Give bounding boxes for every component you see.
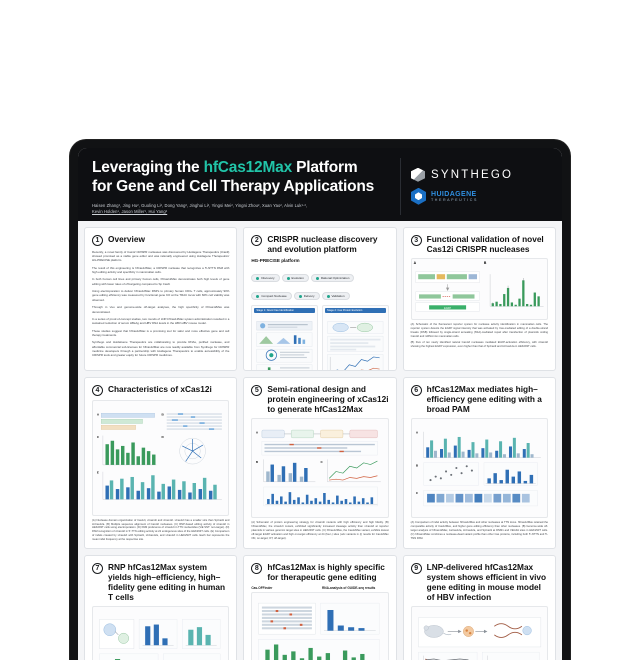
- ssa-reporter-schematic-icon: [414, 265, 481, 317]
- design-caption: (A) Schematic of protein engineering strategy for xCas12i mutants with high efficiency and high fidelity. (B) hfCas12Max, the xCas12i mutant, exhibited significantly increased cleavage activity than xCas12i at reporter plasmids in various genomic target sites in HEK293T cells. (C) hfCas12Max, the Cas12Max variant, exhibits lowest off-target EGFP activation and high on-target efficiency at 24 (four-) sites (uAc variants in (i) results for Cas12Max ON, on-target; OT, off-target).: [251, 521, 388, 541]
- section-card-lnp-invivo: [403, 555, 556, 660]
- section-title: hfCas12Max mediates high–efficiency gene editing with a broad PAM: [427, 384, 548, 414]
- design-figure: [251, 418, 388, 518]
- svg-text:A: A: [256, 430, 259, 434]
- section-header: [411, 234, 548, 254]
- protein-engineering-panels-icon: [255, 422, 384, 514]
- section-card-semirational-design: [243, 377, 396, 549]
- section-card-broad-pam: [403, 377, 556, 549]
- svg-text:EGFP: EGFP: [444, 307, 451, 310]
- section-number: 8: [251, 563, 262, 574]
- svg-text:C: C: [321, 460, 324, 464]
- overview-para-2: The result of this engineering is hfCas12Max, a CRISPR nuclease that recognizes a 5'-NTTN PAM with high editing activity and specificity in mammalian cells.: [92, 266, 229, 275]
- section-number: 9: [411, 563, 422, 574]
- platform-pill-row: [251, 266, 388, 302]
- device-frame: [70, 140, 570, 660]
- section-title: RNP hfCas12Max system yields high–efficiency, high–fidelity gene editing in human T cells: [108, 562, 229, 602]
- validation-figure: [411, 258, 548, 320]
- xcas12i-panels-icon: [96, 404, 225, 512]
- section-title: LNP-delivered hfCas12Max system shows efficient in vivo gene editing in mouse model of HBV infection: [427, 562, 548, 602]
- section-header: [411, 562, 548, 602]
- poster-page: [78, 148, 562, 660]
- section-title: CRISPR nuclease discovery and evolution platform: [267, 234, 388, 254]
- title-block: [92, 158, 400, 215]
- panel-b-label: B: [484, 261, 545, 265]
- svg-text:A: A: [416, 430, 419, 434]
- stage1-title: Stage 1: Novel Cas Identification: [254, 308, 315, 313]
- section-header: [92, 562, 229, 602]
- section-title: hfCas12Max is highly specific for therapeutic gene editing: [267, 562, 388, 582]
- svg-text:B: B: [256, 460, 259, 464]
- pill-rational-optimization: Rational Optimization: [311, 274, 355, 282]
- section-header: [92, 384, 229, 396]
- panel-a-label: A: [414, 261, 481, 265]
- svg-text:E: E: [97, 470, 99, 474]
- svg-text:B: B: [162, 412, 165, 416]
- stage2-title: Stage 2: Cas Protein Evolution: [325, 308, 386, 313]
- stage1-diagram-icon: [254, 313, 315, 371]
- stage1-panel: [251, 305, 318, 371]
- svg-text:B: B: [416, 463, 419, 467]
- section-title: Overview: [108, 234, 145, 244]
- overview-para-6: In a series of proof-of-concept studies, two rounds of LNP-hfCas12Max system administration resulted in a sustained reduction of serum HBsAg and HBV DNA levels in the HBV-HBV mouse model.: [92, 317, 229, 326]
- section-header: [251, 562, 388, 582]
- section-card-overview: [84, 227, 237, 371]
- cas-offinder-label: Cas-OFFinder: [251, 586, 318, 590]
- svg-text:D: D: [162, 435, 165, 439]
- huidagene-subtitle: THERAPEUTICS: [431, 198, 478, 202]
- overview-para-7: These studies suggest that hfCas12Max is a promising tool for safer and more effective gene and cell therapy treatments.: [92, 329, 229, 338]
- overview-para-1: Recently, a novel family of Cas12 CRISPR nucleases was discovered by Huidagene Therapeutics (iCas9) showed promised as a viable gene editor and was rationally engineered using Huidagene Therapeutics' HG-PRECISE platform.: [92, 250, 229, 263]
- section-header: [92, 234, 229, 246]
- platform-subhead: HG-PRECISE platform: [251, 258, 388, 263]
- broadpam-caption: (A) Comparison of indel activity between hfCas12Max and other nucleases at TTN locus. hfCas12Max retained the comparable activity of Cas12Max, and higher gene editing efficiency than other nucleases. (B) Genome-wide off-target analysis of hfCas12Max, AsCas12a, LbCas12a, and SpCas9 at DNM1 and VEGFA sites in HEK293T cells. (C) hfCas12Max combines a nuclease-dead variant profile than other Cas proteins, including both 5'-NTTN and 5'-TNN PAM.: [411, 521, 548, 541]
- overview-para-3: In both human cell lines and primary human cells, hfCas12Max demonstrates both high levels of gene editing with lower rates of off-targeting compared to Sp Cas9.: [92, 277, 229, 286]
- pill-compact-nuclease: Compact Nuclease: [251, 292, 291, 300]
- overview-para-5: Through in vivo and genome-wide off-target analyses, the high specificity of hfCas12Max was demonstrated.: [92, 305, 229, 314]
- section-number: 1: [92, 235, 103, 246]
- panel-b-caption: (B) Five of ten newly identified natural Cas12i nucleases mediated EGFP-activation efficiency, with xCas12i showing the highest EGFP expression, even higher than that of SpCas9 and LbCas12a in HEK293T cells.: [411, 341, 548, 349]
- title-line-2: for Gene and Cell Therapy Applications: [92, 178, 374, 195]
- section-number: 6: [411, 385, 422, 396]
- xcas12i-figure: [92, 400, 229, 516]
- guideseq-label: RNA-analysis of GUIDE-seq results: [322, 586, 389, 590]
- section-number: 4: [92, 385, 103, 396]
- lnp-figure: [411, 606, 548, 660]
- panel-a-caption: (A) Schematic of the fluorescent reporter system for nuclease activity identification in mammalian cells. The reporter system detects the EGFP signal intensity that was activated by Cas-mediated editing of a double-strand breaks (DSB) followed by single-strand annealing (SSA)-mediated repair after transfection of plasmids coding Cas12i and mRNA into mammalian cells.: [411, 323, 548, 339]
- synthego-wordmark: SYNTHEGO: [431, 169, 513, 181]
- lnp-invivo-panels-icon: [415, 610, 544, 660]
- svg-text:C: C: [416, 491, 419, 495]
- title-part-2: Platform: [292, 159, 357, 176]
- authors-line-2: Kevin Holden¹, Jason Miller¹, Hui Yang²: [92, 209, 392, 215]
- broad-pam-panels-icon: [415, 422, 544, 514]
- huidagene-hex-icon: [411, 188, 426, 205]
- section-card-functional-validation: [403, 227, 556, 371]
- authors-line-1: Haisen Zhang¹, Jing Hu², Guoling Li², Dong Yang², Jinghui Li², Yingsi Mei², Yingni Zhou², Xuan Yao², Alvin Luk¹·²,: [92, 203, 392, 209]
- specificity-panels-icon: [255, 596, 384, 660]
- platform-figure: [251, 305, 388, 371]
- pill-validation: Validation: [322, 292, 350, 300]
- pill-evolution: Evolution: [282, 274, 309, 282]
- pill-delivery: Delivery: [294, 292, 320, 300]
- huidagene-logo: [411, 188, 550, 205]
- section-card-rnp-tcells: [84, 555, 237, 660]
- section-header: [251, 234, 388, 254]
- section-header: [411, 384, 548, 414]
- broadpam-figure: [411, 418, 548, 518]
- synthego-logo: [411, 168, 550, 182]
- section-card-specificity: [243, 555, 396, 660]
- stage2-panel: [322, 305, 389, 371]
- section-title: Characteristics of xCas12i: [108, 384, 212, 394]
- page-title: [92, 158, 392, 197]
- section-number: 5: [251, 385, 262, 396]
- section-card-discovery-platform: [243, 227, 396, 371]
- title-part-1: Leveraging the: [92, 159, 204, 176]
- logo-block: [400, 158, 550, 215]
- tcell-figure: [92, 606, 229, 660]
- section-title: Functional validation of novel Cas12i CRISPR nucleases: [427, 234, 548, 254]
- author-list: [92, 203, 392, 215]
- section-number: 2: [251, 235, 262, 246]
- overview-text: [92, 250, 229, 358]
- huidagene-wordmark: HUIDAGENE: [431, 191, 478, 198]
- pill-discovery: Discovery: [251, 274, 279, 282]
- section-title: Semi-rational design and protein engineering of xCas12i to generate hfCas12Max: [267, 384, 388, 414]
- svg-text:C: C: [97, 435, 100, 439]
- stage2-diagram-icon: [325, 313, 386, 371]
- section-number: 7: [92, 563, 103, 574]
- specificity-figure: [251, 592, 388, 660]
- poster-grid: [78, 221, 562, 660]
- title-highlight: hfCas12Max: [204, 159, 292, 176]
- section-header: [251, 384, 388, 414]
- section-number: 3: [411, 235, 422, 246]
- poster-header: [78, 148, 562, 221]
- specificity-subheads: [251, 586, 388, 590]
- egfp-activation-barchart-icon: [484, 265, 545, 317]
- overview-para-8: Synthego and HuidaGene Therapeutics are collaborating to provide RNAs, purified nuclease, and affordable commercial sub-licenses for hfCas12Max are now readily available from Synthego for CRISPR medicine developers through a partnership with Huidagene Therapeutics to enable accessibility of the CRISPR tools and greater equity for future CRISPR medicines.: [92, 340, 229, 357]
- section-card-xcas12i-characteristics: [84, 377, 237, 549]
- xcas12i-caption: (A) Nuclease domain organization of Cas12i, xCas12i and xCas12i. xCas12i has a smaller size than SpCas9 and LbCas12a. (B) Multiple sequence alignment of Cas12i nucleases. (C) RNP-based editing activity of xCas12i in HEK293T cells using electroporation. (D) PAM preference of xCas12i in TTN nucleotides (ViE SNT: non-target). (D) PAM recognition of xCas12i in 5'-TTN editing activity at 22 endogenous sites of the HEK293T cells. (E) Comparison of indels created by xCas12i with SpCas9, LbCas12a, and xCas12i in HEK293T cells. Each bar represents the mean indel frequency at the respective site.: [92, 519, 229, 542]
- synthego-mark-icon: [411, 168, 425, 182]
- tcell-panels-icon: [96, 610, 225, 660]
- svg-text:A: A: [97, 412, 100, 416]
- overview-para-4: Using electroporation to deliver hfCas12Max RNPs to primary human CD3+ T cells, approximately 90% gene editing efficiency was measured by functional gene KO at the TRAC locus with 60% cell viability was observed.: [92, 289, 229, 302]
